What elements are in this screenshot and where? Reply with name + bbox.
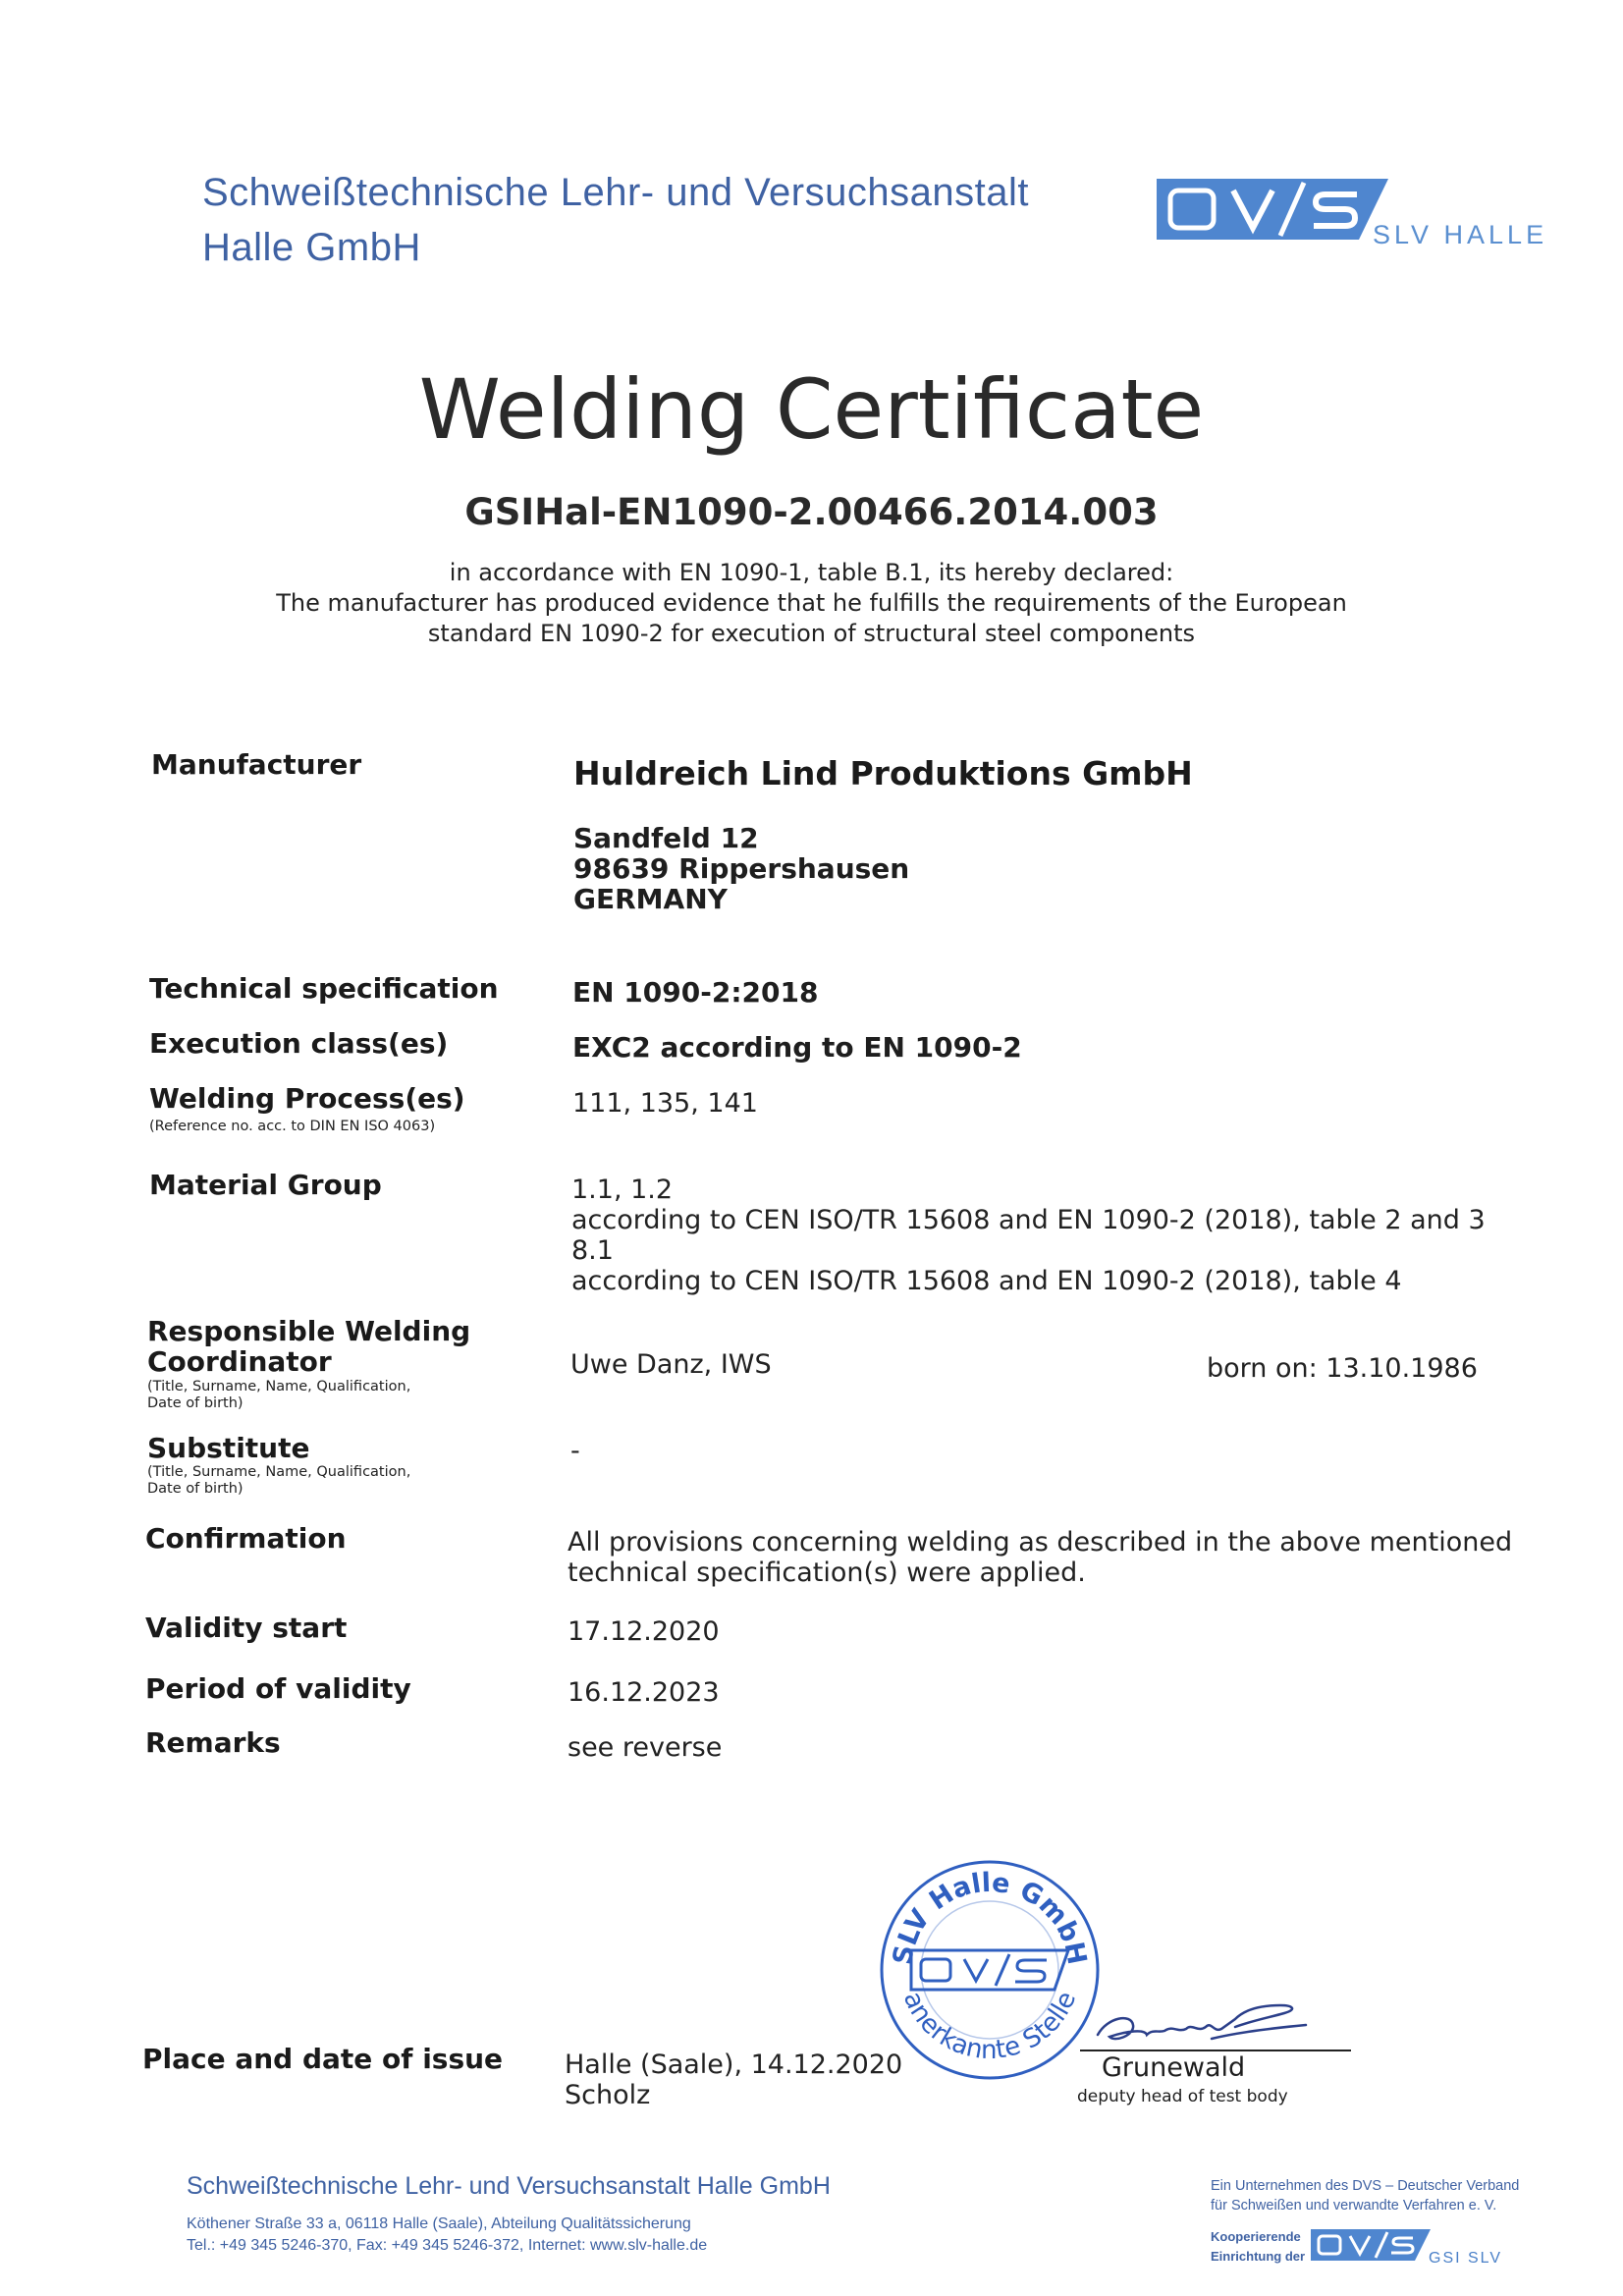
footer-logo-subtitle: GSI SLV [1429,2250,1503,2267]
footer-affiliation [1211,2176,1519,2215]
rwc-label-line2: Coordinator [147,1345,332,1378]
welding-process-sublabel: (Reference no. acc. to DIN EN ISO 4063) [149,1119,436,1134]
material-group-label: Material Group [149,1169,382,1201]
technical-specification-label: Technical specification [149,972,499,1005]
place-date-value [565,2050,902,2110]
footer-cooperation [1211,2227,1305,2267]
footer-cooperation-line1: Kooperierende [1211,2229,1301,2244]
footer-dvs-logo-graphic [1311,2227,1431,2263]
manufacturer-name: Huldreich Lind Produktions GmbH [573,754,1193,793]
manufacturer-street: Sandfeld 12 [573,822,759,854]
rwc-born-date: born on: 13.10.1986 [1207,1353,1478,1384]
period-of-validity-label: Period of validity [145,1672,411,1705]
dvs-logo-subtitle: SLV HALLE [1373,220,1548,249]
rwc-value: Uwe Danz, IWS [570,1349,772,1380]
place-date-line1: Halle (Saale), 14.12.2020 [565,2050,903,2080]
dvs-logo [1157,175,1388,247]
issuer-name-line2: Halle GmbH [202,226,421,269]
material-group-line3: 8.1 [571,1235,614,1266]
footer-cooperation-line2: Einrichtung der [1211,2249,1306,2264]
confirmation-label: Confirmation [145,1522,347,1555]
substitute-label: Substitute [147,1432,310,1464]
rwc-label [147,1316,470,1377]
signature-line [1080,2050,1351,2051]
footer-address-line2: Tel.: +49 345 5246-370, Fax: +49 345 5246-372, Internet: www.slv-halle.de [187,2237,708,2254]
remarks-value: see reverse [568,1732,723,1763]
rwc-sublabel-line2: Date of birth) [147,1395,243,1411]
validity-start-label: Validity start [145,1612,348,1644]
confirmation-value [568,1527,1512,1588]
material-group-line1: 1.1, 1.2 [571,1175,674,1205]
execution-class-value: EXC2 according to EN 1090-2 [572,1031,1022,1064]
technical-specification-value: EN 1090-2:2018 [572,976,819,1009]
place-date-label: Place and date of issue [142,2043,504,2075]
declaration-line1: in accordance with EN 1090-1, table B.1, its hereby declared: [449,559,1174,586]
dvs-logo-graphic [1157,175,1388,244]
svg-text:anerkannte Stelle: anerkannte Stelle [896,1987,1083,2066]
stamp-seal [872,1852,1108,2088]
manufacturer-address [573,823,909,914]
issuer-name [202,165,1029,275]
declaration-line2: The manufacturer has produced evidence that he fulfills the requirements of the European [276,589,1347,617]
signatory-role: deputy head of test body [1077,2087,1288,2106]
declaration-line3: standard EN 1090-2 for execution of structural steel components [427,620,1196,647]
validity-start-value: 17.12.2020 [568,1616,720,1647]
confirmation-line2: technical specification(s) were applied. [568,1558,1086,1588]
declaration [0,558,1623,649]
signatory-name: Grunewald [1102,2052,1246,2083]
footer-address [187,2214,707,2257]
substitute-sublabel-line1: (Title, Surname, Name, Qualification, [147,1464,411,1480]
execution-class-label: Execution class(es) [149,1027,449,1060]
official-stamp [872,1852,1108,2092]
signature-graphic [1088,1999,1314,2054]
manufacturer-country: GERMANY [573,883,728,915]
welding-process-label: Welding Process(es) [149,1082,465,1115]
confirmation-line1: All provisions concerning welding as described in the above mentioned [568,1527,1513,1558]
rwc-label-line1: Responsible Welding [147,1315,471,1347]
document-title: Welding Certificate [418,361,1205,458]
manufacturer-label: Manufacturer [151,748,362,781]
issuer-name-line1: Schweißtechnische Lehr- und Versuchsanstalt [202,171,1029,214]
footer-affiliation-line1: Ein Unternehmen des DVS – Deutscher Verband [1211,2178,1520,2194]
footer-affiliation-line2: für Schweißen und verwandte Verfahren e. V. [1211,2198,1497,2214]
rwc-sublabel-line1: (Title, Surname, Name, Qualification, [147,1379,411,1394]
substitute-sublabel-line2: Date of birth) [147,1481,243,1497]
rwc-sublabel [147,1379,410,1412]
material-group-line4: according to CEN ISO/TR 15608 and EN 1090-2 (2018), table 4 [571,1266,1402,1296]
substitute-value: - [570,1436,580,1466]
welding-process-value: 111, 135, 141 [572,1088,758,1119]
material-group-value [571,1175,1486,1296]
period-of-validity-value: 16.12.2023 [568,1677,720,1708]
certificate-number: GSIHal-EN1090-2.00466.2014.003 [464,491,1159,533]
substitute-sublabel [147,1464,410,1498]
footer-org-name: Schweißtechnische Lehr- und Versuchsanstalt Halle GmbH [187,2172,831,2200]
manufacturer-city: 98639 Rippershausen [573,852,910,885]
remarks-label: Remarks [145,1726,281,1759]
svg-text:SLV Halle GmbH: SLV Halle GmbH [887,1867,1093,1968]
material-group-line2: according to CEN ISO/TR 15608 and EN 1090-2 (2018), table 2 and 3 [571,1205,1486,1235]
footer-address-line1: Köthener Straße 33 a, 06118 Halle (Saale), Abteilung Qualitätssicherung [187,2215,691,2232]
footer-dvs-logo [1311,2227,1431,2267]
place-date-line2: Scholz [565,2080,651,2110]
